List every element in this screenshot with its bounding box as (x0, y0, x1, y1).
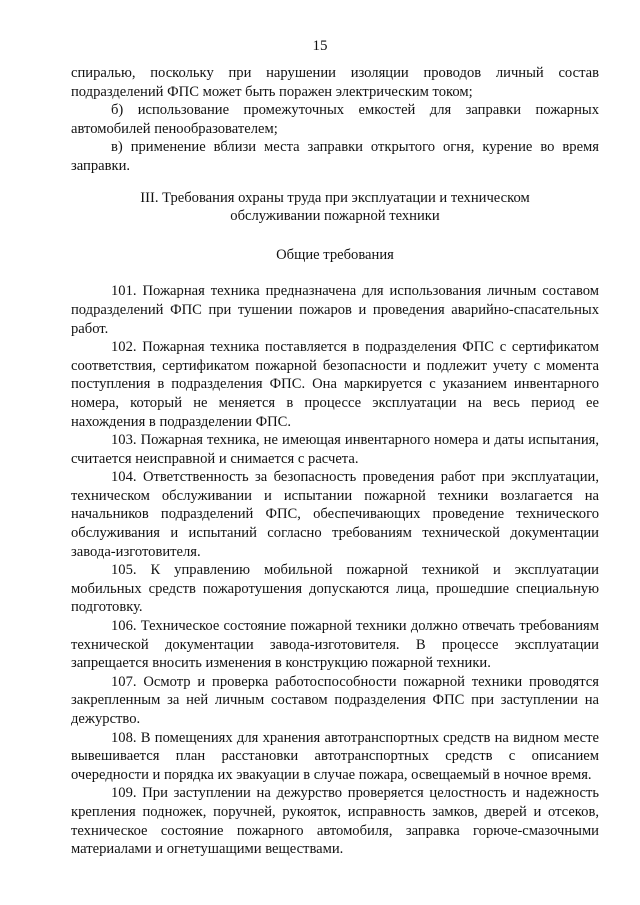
clause-text: Ответственность за безопасность проведения работ при эксплуатации, техническом обслуживании и испытании пожарной техники возлагается на начальников подразделений ФПС, обеспечивающих проведение технического обслуживания и испытаний согласно требованиям технической документации завода-изготовителя. (71, 469, 599, 560)
clause-109 (71, 784, 599, 858)
clause-number: 101. (111, 283, 137, 300)
clause-text: Пожарная техника, не имеющая инвентарного номера и даты испытания, считается неисправной и снимается с расчета. (71, 432, 599, 467)
clause-101 (71, 282, 599, 338)
clause-text: Пожарная техника предназначена для использования личным составом подразделений ФПС при тушении пожаров и проведения аварийно-спасательных работ. (71, 283, 600, 337)
clause-text: При заступлении на дежурство проверяется целостность и надежность крепления подножек, поручней, рукояток, исправность замков, дверей и отсеков, техническое состояние пожарного автомобиля, заправка горюче-смазочными материалами и огнетушащими веществами. (71, 785, 599, 858)
clause-number: 107. (111, 673, 137, 690)
intro-continuation: спиралью, поскольку при нарушении изоляции проводов личный состав подразделений ФПС может быть поражен электрическим током; (71, 65, 599, 100)
clause-text: Техническое состояние пожарной техники должно отвечать требованиям технической документации завода-изготовителя. В процессе эксплуатации запрещается вносить изменения в конструкцию пожарной техники. (71, 618, 599, 672)
document-body (71, 64, 599, 859)
intro-item-v: в) применение вблизи места заправки открытого огня, курение во время заправки. (71, 139, 599, 174)
clause-number: 105. (111, 562, 137, 579)
section-title: III. Требования охраны труда при эксплуатации и техническом обслуживании пожарной техники (140, 189, 530, 225)
clause-number: 104. (111, 469, 137, 486)
clause-108 (71, 729, 599, 785)
clause-107 (71, 673, 599, 729)
clause-text: К управлению мобильной пожарной техникой и эксплуатации мобильных средств пожаротушения допускаются лица, прошедшие специальную подготовку. (71, 562, 599, 616)
clause-text: В помещениях для хранения автотранспортных средств на видном месте вывешивается план расстановки автотранспортных средств с описанием очередности и порядка их эвакуации в случае пожара, освещаемый в ночное время. (71, 729, 599, 783)
clause-number: 102. (111, 339, 137, 356)
clause-105 (71, 561, 599, 617)
clause-102 (71, 338, 599, 431)
clause-number: 109. (111, 785, 137, 802)
clause-103 (71, 431, 599, 468)
page-number: 15 (312, 38, 328, 54)
clause-104 (71, 468, 599, 561)
clause-text: Пожарная техника поставляется в подразделения ФПС с сертификатом соответствия, сертификатом пожарной безопасности и подлежит учету с момента поступления в подразделения ФПС. Она маркируется с указанием инвентарного номера, который не меняется в процессе эксплуатации на весь период ее нахождения в подразделении ФПС. (71, 339, 600, 430)
clause-106 (71, 617, 599, 673)
intro-item-b: б) использование промежуточных емкостей для заправки пожарных автомобилей пенообразователем; (71, 102, 599, 137)
clause-number: 103. (111, 432, 137, 449)
subsection-title: Общие требования (276, 246, 394, 263)
clause-number: 106. (111, 618, 137, 635)
clause-number: 108. (111, 729, 137, 746)
clause-text: Осмотр и проверка работоспособности пожарной техники проводятся закрепленным за ней личным составом подразделения ФПС при заступлении на дежурство. (71, 673, 600, 727)
